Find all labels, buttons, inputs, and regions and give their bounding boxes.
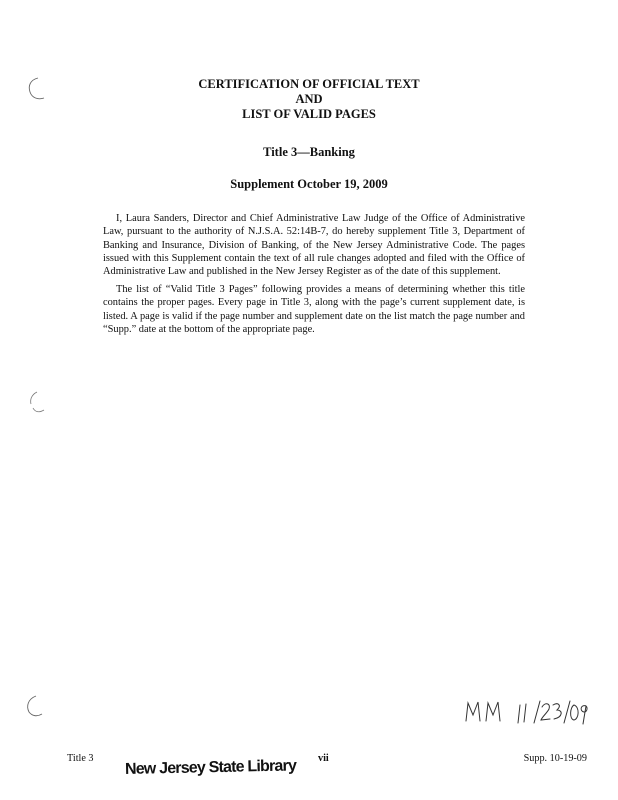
document-header bbox=[0, 77, 618, 122]
punch-hole-mark bbox=[26, 390, 46, 416]
library-stamp: New Jersey State Library bbox=[124, 757, 297, 778]
header-line-1: CERTIFICATION OF OFFICIAL TEXT bbox=[198, 77, 420, 91]
supplement-date-heading: Supplement October 19, 2009 bbox=[230, 177, 388, 191]
header-line-3: LIST OF VALID PAGES bbox=[242, 107, 376, 121]
valid-pages-paragraph: The list of “Valid Title 3 Pages” following provides a means of determining whether this title contains the proper pages. Every page in Title 3, along with the page’s current supplement date, is listed. A page is valid if the page number and supplement date on the list match the page number and “Supp.” date at the bottom of the appropriate page. bbox=[103, 284, 525, 335]
handwritten-initials-date bbox=[462, 693, 592, 727]
punch-hole-mark bbox=[24, 694, 44, 720]
title-heading: Title 3—Banking bbox=[263, 145, 355, 159]
certification-paragraph: I, Laura Sanders, Director and Chief Administrative Law Judge of the Office of Administrative Law, pursuant to the authority of N.J.S.A. 52:14B-7, do hereby supplement Title 3, Department of Banking and Insurance, Division of Banking, of the New Jersey Administrative Code. The pages issued with this Supplement contain the text of all rule changes adopted and filed with the Office of Administrative Law and published in the New Jersey Register as of the date of this supplement. bbox=[103, 213, 525, 278]
footer-supplement-date: Supp. 10-19-09 bbox=[523, 753, 587, 764]
footer-title: Title 3 bbox=[67, 753, 94, 764]
footer-page-number: vii bbox=[318, 753, 329, 764]
header-line-2: AND bbox=[295, 92, 323, 106]
